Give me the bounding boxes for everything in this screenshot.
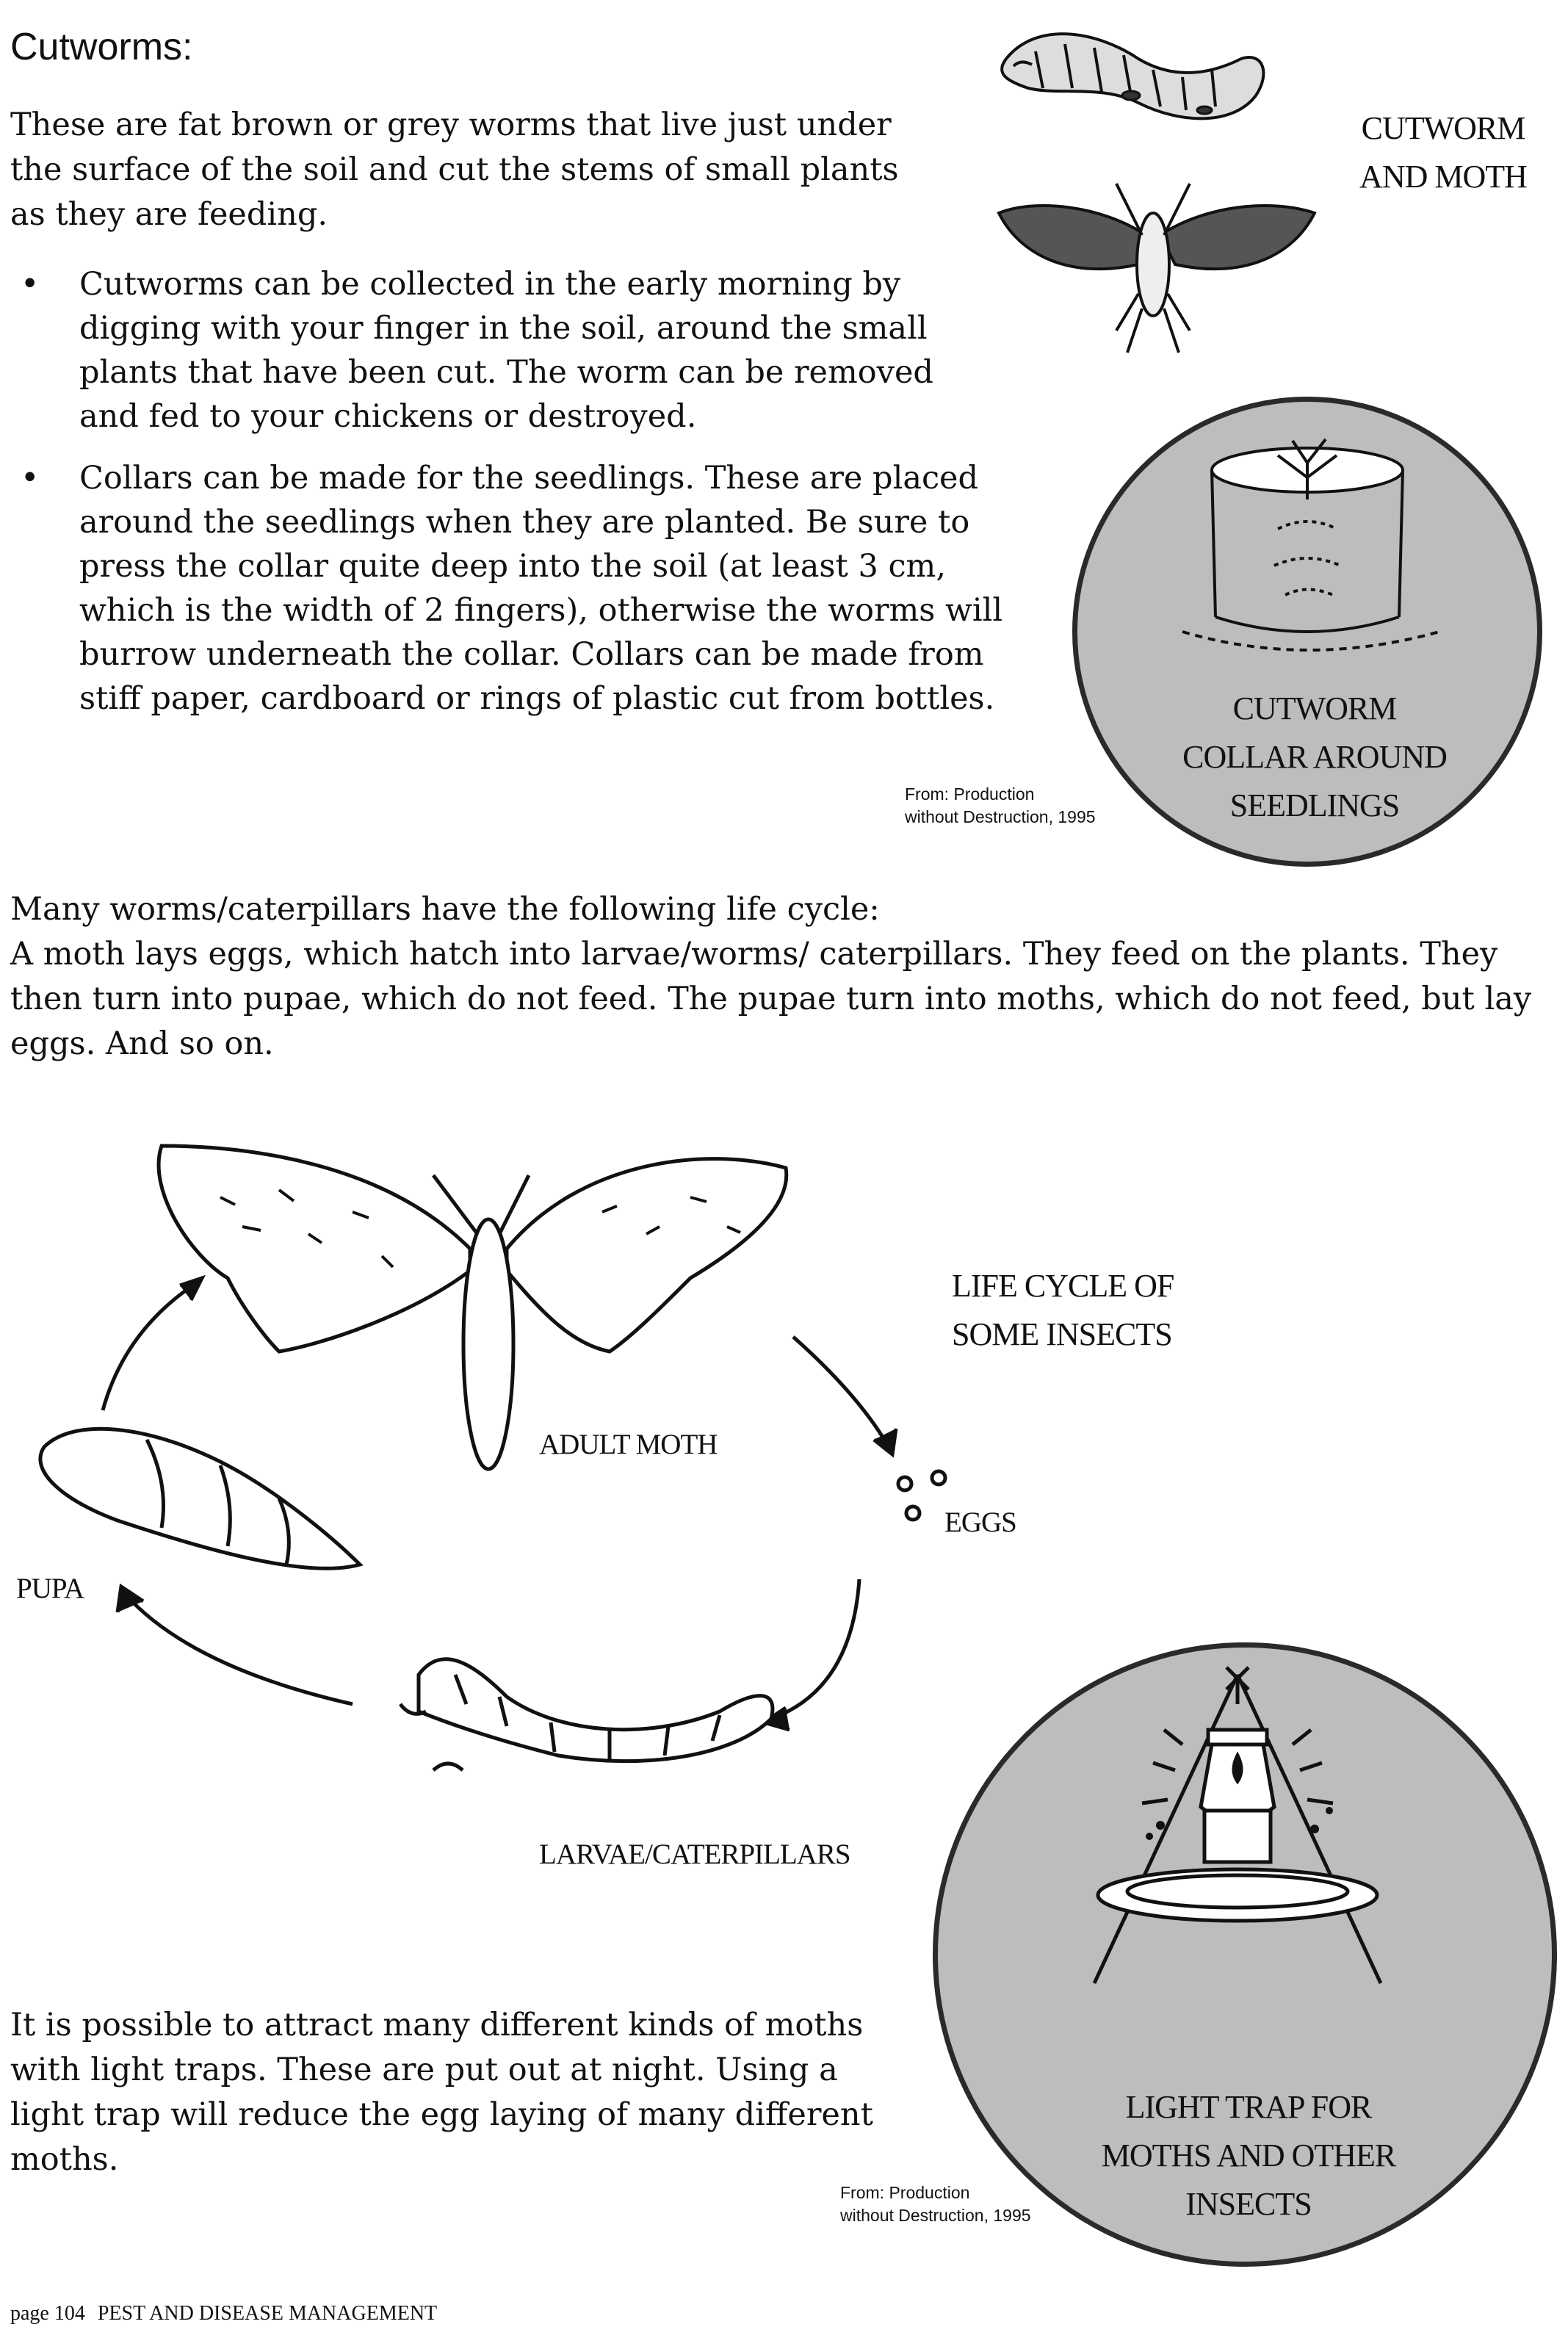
adult-moth-body bbox=[463, 1219, 513, 1469]
paragraph-line: Many worms/caterpillars have the following life cycle: bbox=[10, 891, 880, 928]
life-cycle-caption bbox=[952, 1262, 1174, 1359]
source-line: From: Production bbox=[905, 784, 1035, 804]
source-line: From: Production bbox=[840, 2183, 970, 2202]
list-item bbox=[10, 262, 1053, 439]
bullet-icon: • bbox=[21, 460, 40, 497]
paragraph-line: A moth lays eggs, which hatch into larvae/worms/ caterpillars. They feed on the plants. They bbox=[10, 936, 1498, 973]
section-heading: Cutworms: bbox=[10, 26, 193, 68]
larvae-drawing bbox=[419, 1659, 773, 1761]
list-item-line: burrow underneath the collar. Collars can be made from bbox=[79, 636, 984, 673]
caption-line: LIGHT TRAP FOR bbox=[1125, 2089, 1372, 2125]
adult-moth-left-wing bbox=[159, 1146, 470, 1352]
larvae-label: LARVAE/CATERPILLARS bbox=[539, 1839, 850, 1870]
egg-mark bbox=[906, 1507, 920, 1520]
seedling-collar-illustration bbox=[1168, 419, 1447, 661]
cutworm-moth-caption bbox=[1322, 104, 1564, 201]
light-trap-illustration bbox=[1080, 1660, 1395, 1998]
light-trap-caption bbox=[1043, 2083, 1454, 2229]
adult-moth-label: ADULT MOTH bbox=[539, 1429, 718, 1460]
caption-line: CUTWORM bbox=[1232, 690, 1397, 726]
footer-title: PEST AND DISEASE MANAGEMENT bbox=[97, 2302, 438, 2325]
paragraph-line: eggs. And so on. bbox=[10, 1025, 274, 1062]
source-credit bbox=[840, 2182, 1031, 2227]
caption-line: CUTWORM bbox=[1361, 110, 1525, 146]
paragraph-line: light trap will reduce the egg laying of many different bbox=[10, 2096, 873, 2133]
caption-line: INSECTS bbox=[1185, 2186, 1312, 2222]
caption-line: MOTHS AND OTHER bbox=[1101, 2137, 1396, 2173]
list-item-line: plants that have been cut. The worm can be removed bbox=[79, 354, 933, 391]
page-number: page 104 bbox=[10, 2302, 85, 2325]
lifecycle-paragraph bbox=[10, 887, 1560, 1067]
arrow-adult-to-eggs bbox=[793, 1337, 889, 1447]
adult-moth-right-wing bbox=[507, 1159, 787, 1352]
caption-line: SOME INSECTS bbox=[952, 1316, 1172, 1352]
pupa-label: PUPA bbox=[16, 1573, 84, 1604]
cutworm-control-list bbox=[10, 262, 1053, 738]
cutworm-and-moth-illustration bbox=[991, 15, 1337, 367]
intro-line: the surface of the soil and cut the stems of small plants bbox=[10, 151, 899, 188]
life-cycle-diagram bbox=[0, 1131, 955, 1851]
list-item-line: digging with your finger in the soil, around the small bbox=[79, 310, 928, 347]
list-item bbox=[10, 456, 1053, 721]
intro-paragraph bbox=[10, 103, 965, 237]
caption-line: SEEDLINGS bbox=[1229, 787, 1400, 823]
list-item-line: Collars can be made for the seedlings. These are placed bbox=[79, 460, 979, 497]
pupa-drawing bbox=[40, 1429, 360, 1568]
intro-line: These are fat brown or grey worms that live just under bbox=[10, 107, 892, 143]
page-footer bbox=[10, 2302, 437, 2326]
caption-line: COLLAR AROUND bbox=[1182, 739, 1447, 775]
list-item-line: stiff paper, cardboard or rings of plastic cut from bottles. bbox=[79, 680, 995, 717]
egg-mark bbox=[932, 1471, 945, 1484]
egg-mark bbox=[898, 1477, 911, 1490]
list-item-line: and fed to your chickens or destroyed. bbox=[79, 398, 697, 435]
source-line: without Destruction, 1995 bbox=[905, 807, 1096, 826]
caption-line: LIFE CYCLE OF bbox=[952, 1268, 1174, 1304]
list-item-line: around the seedlings when they are planted. Be sure to bbox=[79, 504, 970, 541]
list-item-line: press the collar quite deep into the soil (at least 3 cm, bbox=[79, 548, 947, 585]
arrow-larvae-to-pupa bbox=[125, 1594, 353, 1704]
eggs-label: EGGS bbox=[944, 1507, 1016, 1538]
source-credit bbox=[905, 783, 1096, 829]
paragraph-line: moths. bbox=[10, 2141, 119, 2178]
paragraph-line: It is possible to attract many different kinds of moths bbox=[10, 2007, 864, 2043]
list-item-line: which is the width of 2 fingers), otherwise the worms will bbox=[79, 592, 1003, 629]
collar-caption bbox=[1146, 685, 1484, 830]
list-item-line: Cutworms can be collected in the early morning by bbox=[79, 266, 901, 303]
arrow-eggs-to-larvae bbox=[771, 1579, 859, 1719]
caption-line: AND MOTH bbox=[1359, 159, 1527, 195]
paragraph-line: then turn into pupae, which do not feed. The pupae turn into moths, which do not feed, but lay bbox=[10, 981, 1532, 1017]
paragraph-line: with light traps. These are put out at night. Using a bbox=[10, 2052, 838, 2088]
light-trap-paragraph bbox=[10, 2003, 936, 2182]
arrow-pupa-to-adult bbox=[103, 1282, 198, 1410]
bullet-icon: • bbox=[21, 266, 40, 303]
source-line: without Destruction, 1995 bbox=[840, 2206, 1031, 2225]
intro-line: as they are feeding. bbox=[10, 196, 328, 233]
